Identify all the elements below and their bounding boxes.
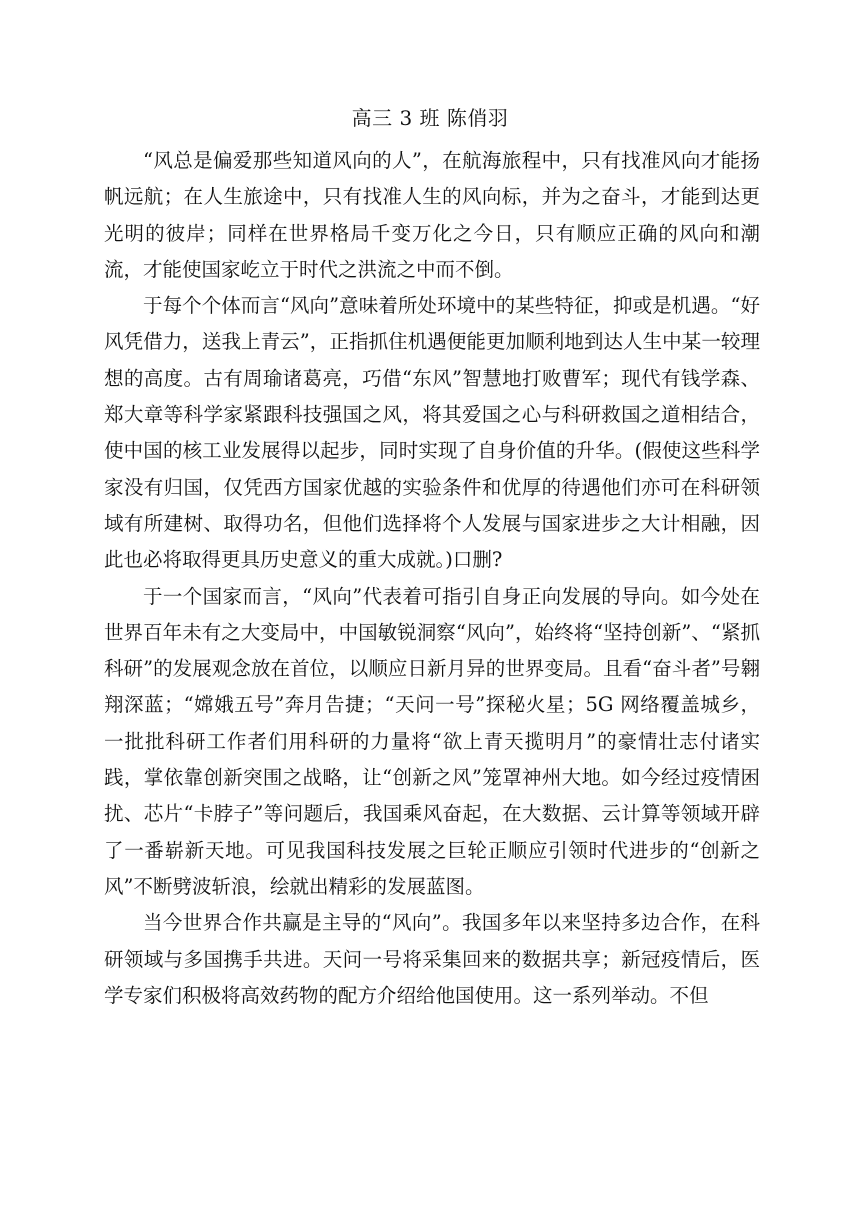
paragraph-cooperation: 当今世界合作共赢是主导的“风向”。我国多年以来坚持多边合作，在科研领域与多国携手共进。天问一号将采集回来的数据共享；新冠疫情后，医学专家们积极将高效药物的配方介绍给他国使用。这一系列举动。不但 bbox=[104, 911, 760, 1007]
author-line: 高三 3 班 陈俏羽 bbox=[351, 106, 509, 130]
paragraph-intro: “风总是偏爱那些知道风向的人”，在航海旅程中，只有找准风向才能扬帆远航；在人生旅途中，只有找准人生的风向标，并为之奋斗，才能到达更光明的彼岸；同样在世界格局千变万化之今日，只有顺应正确的风向和潮流，才能使国家屹立于时代之洪流之中而不倒。 bbox=[104, 149, 760, 281]
essay-body bbox=[104, 143, 760, 1014]
paragraph-nation: 于一个国家而言，“风向”代表着可指引自身正向发展的导向。如今处在世界百年未有之大变局中，中国敏锐洞察“风向”，始终将“坚持创新”、“紧抓科研”的发展观念放在首位，以顺应日新月异的世界变局。且看“奋斗者”号翱翔深蓝；“嫦娥五号”奔月告捷；“天问一号”探秘火星；5G 网络覆盖城乡，一批批科研工作者们用科研的力量将“欲上青天揽明月”的豪情壮志付诸实践，掌依靠创新突围之战略，让“创新之风”笼罩神州大地。如今经过疫情困扰、芯片“卡脖子”等问题后，我国乘风奋起，在大数据、云计算等领域开辟了一番崭新天地。可见我国科技发展之巨轮正顺应引领时代进步的“创新之风”不断劈波斩浪，绘就出精彩的发展蓝图。 bbox=[104, 584, 760, 898]
paragraph-individual: 于每个个体而言“风向”意味着所处环境中的某些特征，抑或是机遇。“好风凭借力，送我上青云”，正指抓住机遇便能更加顺利地到达人生中某一较理想的高度。古有周瑜诸葛亮，巧借“东风”智慧地打败曹军；现代有钱学森、郑大章等科学家紧跟科技强国之风，将其爱国之心与科研救国之道相结合，使中国的核工业发展得以起步，同时实现了自身价值的升华。(假使这些科学家没有归国，仅凭西方国家优越的实验条件和优厚的待遇他们亦可在科研领域有所建树、取得功名，但他们选择将个人发展与国家进步之大计相融，因此也必将取得更具历史意义的重大成就。)口删? bbox=[104, 294, 760, 572]
